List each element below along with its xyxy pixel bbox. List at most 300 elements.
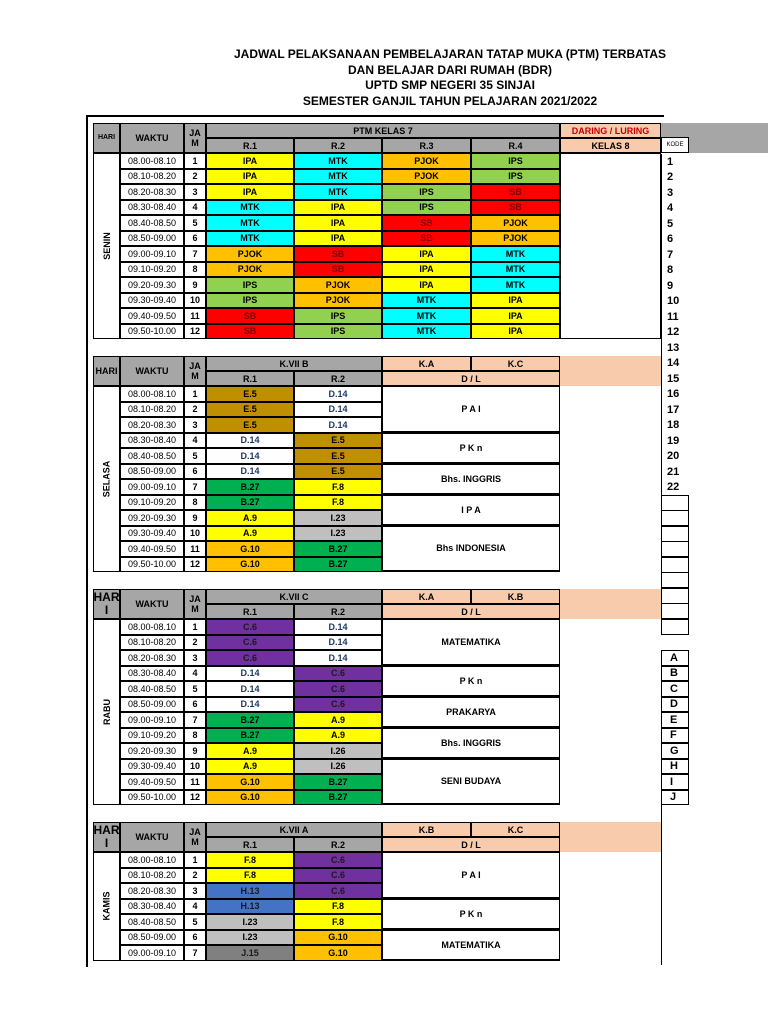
kode-letter: F [661, 728, 689, 744]
subject-cell: PJOK [206, 246, 294, 262]
subject-cell: D.14 [294, 402, 382, 418]
time-cell: 08.40-08.50 [120, 448, 184, 464]
subject-cell: PJOK [382, 153, 471, 169]
room-header: R.2 [294, 837, 382, 852]
subject-cell: H.13 [206, 883, 294, 899]
subject-cell: E.5 [206, 417, 294, 433]
kode-number: 12 [661, 325, 689, 341]
time-cell: 08.20-08.30 [120, 650, 184, 666]
jam-cell: 4 [184, 200, 206, 216]
subject-cell: F.8 [294, 479, 382, 495]
jam-cell: 11 [184, 774, 206, 790]
peach-band [560, 589, 661, 619]
time-cell: 08.20-08.30 [120, 184, 184, 200]
dl-subject: I P A [382, 495, 560, 526]
room-header: R.1 [206, 138, 294, 153]
subject-cell: IPS [206, 277, 294, 293]
time-cell: 08.30-08.40 [120, 433, 184, 449]
subject-cell: PJOK [471, 231, 560, 247]
subject-cell: MTK [382, 308, 471, 324]
subject-cell: G.10 [206, 774, 294, 790]
subject-cell: IPS [471, 153, 560, 169]
time-cell: 09.30-09.40 [120, 293, 184, 309]
time-cell: 09.50-10.00 [120, 790, 184, 806]
kode-empty [661, 572, 689, 588]
subject-cell: IPA [382, 246, 471, 262]
kode-number: 21 [661, 464, 689, 480]
jam-cell: 11 [184, 308, 206, 324]
subject-cell: C.6 [294, 868, 382, 884]
subject-cell: E.5 [294, 433, 382, 449]
subject-cell: A.9 [206, 526, 294, 542]
time-cell: 08.50-09.00 [120, 697, 184, 713]
subject-cell: I.23 [294, 510, 382, 526]
kode-number: 7 [661, 247, 689, 263]
subject-cell: I.23 [206, 930, 294, 946]
subject-cell: IPS [294, 308, 382, 324]
jam-cell: 8 [184, 728, 206, 744]
time-cell: 09.10-09.20 [120, 262, 184, 278]
room-header: R.3 [382, 138, 471, 153]
document-title [200, 47, 700, 109]
time-cell: 08.40-08.50 [120, 914, 184, 930]
title-line-1: JADWAL PELAKSANAAN PEMBELAJARAN TATAP MUKA (PTM) TERBATAS [234, 47, 666, 61]
time-cell: 08.30-08.40 [120, 899, 184, 915]
room-header: R.2 [294, 604, 382, 619]
time-cell: 08.10-08.20 [120, 868, 184, 884]
subject-cell: B.27 [206, 479, 294, 495]
subject-cell: D.14 [206, 464, 294, 480]
kode-header: KODE [661, 137, 689, 153]
jam-cell: 7 [184, 246, 206, 262]
jam-cell: 9 [184, 277, 206, 293]
jam-cell: 2 [184, 868, 206, 884]
hari-header: HARI [93, 123, 120, 153]
waktu-header: WAKTU [120, 123, 184, 153]
dl-header: D / L [382, 604, 560, 619]
jam-cell: 7 [184, 712, 206, 728]
dl-subject: Bhs INDONESIA [382, 526, 560, 573]
time-cell: 09.00-09.10 [120, 945, 184, 961]
subject-cell: PJOK [206, 262, 294, 278]
kelas-b-header: K.C [471, 356, 560, 371]
subject-cell: C.6 [294, 697, 382, 713]
time-cell: 09.00-09.10 [120, 479, 184, 495]
time-cell: 09.40-09.50 [120, 774, 184, 790]
blank [689, 589, 768, 619]
jam-cell: 10 [184, 759, 206, 775]
time-cell: 08.00-08.10 [120, 153, 184, 169]
jam-cell: 7 [184, 479, 206, 495]
room-header: R.2 [294, 371, 382, 386]
room-header: R.2 [294, 138, 382, 153]
subject-cell: SB [382, 215, 471, 231]
subject-cell: F.8 [294, 899, 382, 915]
subject-cell: SB [471, 200, 560, 216]
subject-cell: MTK [294, 169, 382, 185]
subject-cell: IPA [206, 184, 294, 200]
class-header: K.VII B [206, 356, 382, 371]
subject-cell: IPA [294, 231, 382, 247]
waktu-header: WAKTU [120, 356, 184, 386]
subject-cell: MTK [471, 277, 560, 293]
subject-cell: IPS [206, 293, 294, 309]
kode-letter: I [661, 774, 689, 790]
subject-cell: D.14 [294, 386, 382, 402]
time-cell: 09.40-09.50 [120, 308, 184, 324]
subject-cell: D.14 [206, 697, 294, 713]
subject-cell: C.6 [294, 852, 382, 868]
subject-cell: SB [471, 184, 560, 200]
dl-subject: P K n [382, 899, 560, 930]
blank [689, 822, 768, 852]
jam-cell: 4 [184, 433, 206, 449]
subject-cell: D.14 [294, 619, 382, 635]
jam-cell: 5 [184, 914, 206, 930]
subject-cell: E.5 [206, 402, 294, 418]
ptm-header: PTM KELAS 7 [206, 123, 560, 138]
kode-letter: H [661, 759, 689, 775]
time-cell: 08.20-08.30 [120, 417, 184, 433]
kelas8-header: KELAS 8 [560, 138, 661, 153]
time-cell: 08.10-08.20 [120, 402, 184, 418]
subject-cell: MTK [471, 246, 560, 262]
kode-empty [661, 603, 689, 619]
subject-cell: IPA [382, 262, 471, 278]
subject-cell: D.14 [206, 448, 294, 464]
time-cell: 09.20-09.30 [120, 743, 184, 759]
kode-letter: J [661, 790, 689, 806]
time-cell: 09.30-09.40 [120, 526, 184, 542]
kode-number: 9 [661, 278, 689, 294]
kode-letter: C [661, 681, 689, 697]
subject-cell: MTK [206, 231, 294, 247]
subject-cell: B.27 [206, 495, 294, 511]
jam-cell: 3 [184, 650, 206, 666]
kode-number: 13 [661, 340, 689, 356]
kode-letter: B [661, 666, 689, 682]
subject-cell: SB [206, 324, 294, 340]
hari-header: HAR I [93, 590, 120, 617]
jam-cell: 6 [184, 464, 206, 480]
day-cell-kamis [93, 852, 120, 961]
hari-header: HAR I [93, 823, 120, 850]
subject-cell: J.15 [206, 945, 294, 961]
subject-cell: IPA [382, 277, 471, 293]
subject-cell: B.27 [294, 774, 382, 790]
subject-cell: IPS [294, 324, 382, 340]
subject-cell: A.9 [206, 759, 294, 775]
day-label: KAMIS [101, 891, 112, 921]
subject-cell: C.6 [206, 635, 294, 651]
jam-cell: 2 [184, 635, 206, 651]
room-header: R.4 [471, 138, 560, 153]
blank [689, 356, 768, 386]
subject-cell: SB [206, 308, 294, 324]
subject-cell: I.23 [294, 526, 382, 542]
jam-cell: 12 [184, 790, 206, 806]
hari-header: HARI [93, 356, 120, 386]
time-cell: 08.10-08.20 [120, 169, 184, 185]
subject-cell: IPS [471, 169, 560, 185]
subject-cell: IPA [294, 200, 382, 216]
subject-cell: E.5 [206, 386, 294, 402]
jam-header: JA M [184, 123, 206, 153]
subject-cell: F.8 [294, 914, 382, 930]
room-header: R.1 [206, 837, 294, 852]
time-cell: 08.20-08.30 [120, 883, 184, 899]
subject-cell: E.5 [294, 464, 382, 480]
peach-band [560, 356, 661, 386]
kode-empty [661, 526, 689, 542]
time-cell: 09.20-09.30 [120, 277, 184, 293]
jam-cell: 7 [184, 945, 206, 961]
jam-cell: 6 [184, 930, 206, 946]
jam-cell: 1 [184, 619, 206, 635]
subject-cell: F.8 [294, 495, 382, 511]
kode-empty [661, 541, 689, 557]
time-cell: 09.50-10.00 [120, 324, 184, 340]
jam-cell: 2 [184, 169, 206, 185]
subject-cell: IPA [471, 308, 560, 324]
time-cell: 08.30-08.40 [120, 200, 184, 216]
kode-number: 3 [661, 185, 689, 201]
subject-cell: SB [294, 246, 382, 262]
subject-cell: MTK [206, 215, 294, 231]
time-cell: 08.10-08.20 [120, 635, 184, 651]
jam-cell: 3 [184, 184, 206, 200]
kode-number: 20 [661, 449, 689, 465]
dl-subject: P K n [382, 433, 560, 464]
subject-cell: G.10 [206, 541, 294, 557]
subject-cell: G.10 [294, 945, 382, 961]
jam-cell: 11 [184, 541, 206, 557]
waktu-header: WAKTU [120, 822, 184, 852]
kode-number: 22 [661, 480, 689, 496]
kelas-a-header: K.B [382, 822, 471, 837]
subject-cell: C.6 [294, 666, 382, 682]
day-cell-rabu [93, 619, 120, 805]
dl-subject: Bhs. INGGRIS [382, 728, 560, 759]
jam-cell: 5 [184, 215, 206, 231]
subject-cell: D.14 [294, 417, 382, 433]
subject-cell: MTK [294, 184, 382, 200]
subject-cell: A.9 [294, 728, 382, 744]
subject-cell: PJOK [471, 215, 560, 231]
dl-subject: SENI BUDAYA [382, 759, 560, 806]
subject-cell: IPA [471, 324, 560, 340]
kode-number: 18 [661, 418, 689, 434]
subject-cell: F.8 [206, 868, 294, 884]
jam-cell: 1 [184, 153, 206, 169]
day-label: SENIN [101, 232, 112, 260]
subject-cell: IPS [382, 200, 471, 216]
dl-subject: Bhs. INGGRIS [382, 464, 560, 495]
kode-line [661, 805, 662, 965]
kode-letter: E [661, 712, 689, 728]
jam-cell: 2 [184, 402, 206, 418]
subject-cell: D.14 [206, 666, 294, 682]
time-cell: 08.00-08.10 [120, 386, 184, 402]
title-line-2: DAN BELAJAR DARI RUMAH (BDR) [348, 62, 552, 77]
kelas-b-header: K.B [471, 589, 560, 604]
kode-number: 17 [661, 402, 689, 418]
time-cell: 08.00-08.10 [120, 852, 184, 868]
subject-cell: I.26 [294, 759, 382, 775]
kode-empty [661, 619, 689, 635]
subject-cell: B.27 [206, 728, 294, 744]
kode-number: 19 [661, 433, 689, 449]
subject-cell: E.5 [294, 448, 382, 464]
subject-cell: D.14 [206, 433, 294, 449]
kode-letter: D [661, 697, 689, 713]
jam-header: JA M [184, 356, 206, 386]
subject-cell: A.9 [294, 712, 382, 728]
time-cell: 09.40-09.50 [120, 541, 184, 557]
jam-header: JA M [184, 822, 206, 852]
kode-number: 4 [661, 201, 689, 217]
subject-cell: PJOK [294, 277, 382, 293]
jam-cell: 5 [184, 448, 206, 464]
jam-cell: 3 [184, 417, 206, 433]
jam-cell: 12 [184, 324, 206, 340]
subject-cell: D.14 [294, 635, 382, 651]
subject-cell: IPA [471, 293, 560, 309]
time-cell: 08.50-09.00 [120, 464, 184, 480]
dl-subject: MATEMATIKA [382, 619, 560, 666]
kode-empty [661, 557, 689, 573]
dl-subject: PRAKARYA [382, 697, 560, 728]
subject-cell: IPA [294, 215, 382, 231]
subject-cell: SB [382, 231, 471, 247]
day-label: RABU [101, 699, 112, 725]
time-cell: 08.40-08.50 [120, 215, 184, 231]
kode-number: 6 [661, 232, 689, 248]
kode-empty [661, 510, 689, 526]
dl-subject: MATEMATIKA [382, 930, 560, 961]
kode-empty [661, 495, 689, 511]
kode-letter: G [661, 743, 689, 759]
subject-cell: MTK [471, 262, 560, 278]
subject-cell: SB [294, 262, 382, 278]
time-cell: 08.40-08.50 [120, 681, 184, 697]
time-cell: 09.20-09.30 [120, 510, 184, 526]
subject-cell: F.8 [206, 852, 294, 868]
time-cell: 08.30-08.40 [120, 666, 184, 682]
subject-cell: B.27 [294, 557, 382, 573]
class-header: K.VII A [206, 822, 382, 837]
dl-header: D / L [382, 371, 560, 386]
subject-cell: MTK [382, 324, 471, 340]
subject-cell: B.27 [294, 541, 382, 557]
room-header: R.1 [206, 371, 294, 386]
day-cell-selasa [93, 386, 120, 572]
subject-cell: D.14 [206, 681, 294, 697]
subject-cell: B.27 [294, 790, 382, 806]
subject-cell: IPA [206, 153, 294, 169]
subject-cell: I.26 [294, 743, 382, 759]
dl-header: D / L [382, 837, 560, 852]
room-header: R.1 [206, 604, 294, 619]
jam-cell: 1 [184, 386, 206, 402]
jam-cell: 6 [184, 231, 206, 247]
jam-header: JA M [184, 589, 206, 619]
day-label: SELASA [101, 460, 112, 498]
kode-number: 10 [661, 294, 689, 310]
kelas-a-header: K.A [382, 589, 471, 604]
time-cell: 08.50-09.00 [120, 231, 184, 247]
jam-cell: 8 [184, 495, 206, 511]
jam-cell: 5 [184, 681, 206, 697]
kode-number: 8 [661, 263, 689, 279]
subject-cell: MTK [206, 200, 294, 216]
jam-cell: 8 [184, 262, 206, 278]
jam-cell: 4 [184, 666, 206, 682]
time-cell: 09.00-09.10 [120, 712, 184, 728]
peach-band [560, 822, 661, 852]
subject-cell: A.9 [206, 743, 294, 759]
kode-number: 1 [661, 154, 689, 170]
subject-cell: C.6 [206, 650, 294, 666]
kelas-b-header: K.C [471, 822, 560, 837]
time-cell: 08.00-08.10 [120, 619, 184, 635]
subject-cell: C.6 [294, 883, 382, 899]
kode-number: 14 [661, 356, 689, 372]
day-cell-senin [93, 153, 120, 339]
subject-cell: IPA [206, 169, 294, 185]
subject-cell: C.6 [294, 681, 382, 697]
jam-cell: 4 [184, 899, 206, 915]
kode-number: 15 [661, 371, 689, 387]
jam-cell: 12 [184, 557, 206, 573]
jam-cell: 1 [184, 852, 206, 868]
subject-cell: PJOK [382, 169, 471, 185]
kode-letter: A [661, 650, 689, 666]
subject-cell: G.10 [206, 790, 294, 806]
daring-empty [560, 153, 661, 339]
time-cell: 09.10-09.20 [120, 495, 184, 511]
kode-number: 5 [661, 216, 689, 232]
jam-cell: 6 [184, 697, 206, 713]
title-line-3: UPTD SMP NEGERI 35 SINJAI [365, 78, 535, 92]
jam-cell: 9 [184, 510, 206, 526]
jam-cell: 9 [184, 743, 206, 759]
jam-cell: 10 [184, 293, 206, 309]
time-cell: 09.30-09.40 [120, 759, 184, 775]
dl-subject: P K n [382, 666, 560, 697]
kode-number: 16 [661, 387, 689, 403]
subject-cell: I.23 [206, 914, 294, 930]
kelas-a-header: K.A [382, 356, 471, 371]
subject-cell: A.9 [206, 510, 294, 526]
subject-cell: D.14 [294, 650, 382, 666]
time-cell: 08.50-09.00 [120, 930, 184, 946]
subject-cell: PJOK [294, 293, 382, 309]
subject-cell: IPS [382, 184, 471, 200]
subject-cell: MTK [294, 153, 382, 169]
subject-cell: G.10 [206, 557, 294, 573]
subject-cell: B.27 [206, 712, 294, 728]
daring-header: DARING / LURING [560, 123, 661, 138]
time-cell: 09.10-09.20 [120, 728, 184, 744]
time-cell: 09.00-09.10 [120, 246, 184, 262]
subject-cell: G.10 [294, 930, 382, 946]
subject-cell: C.6 [206, 619, 294, 635]
kode-number: 2 [661, 170, 689, 186]
kode-empty [661, 588, 689, 604]
title-line-4: SEMESTER GANJIL TAHUN PELAJARAN 2021/2022 [302, 93, 598, 108]
class-header: K.VII C [206, 589, 382, 604]
